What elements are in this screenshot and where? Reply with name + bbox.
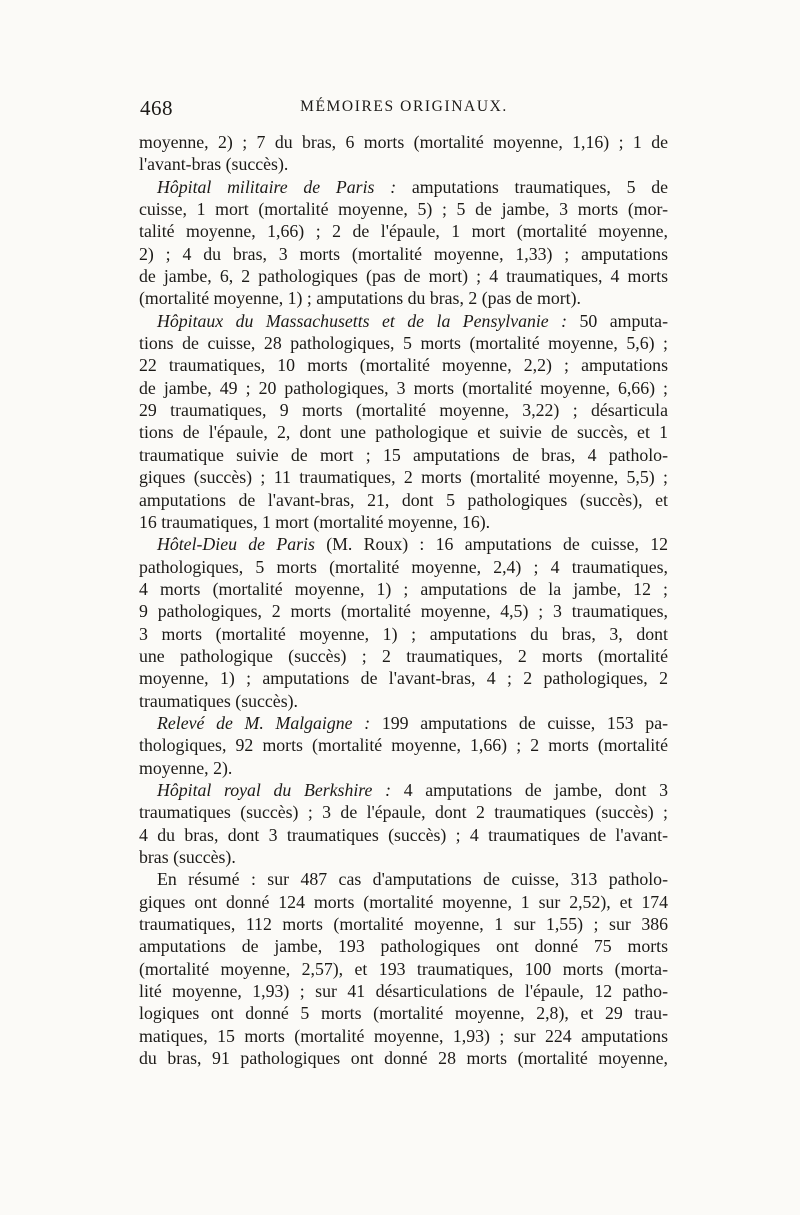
line-text: cuisse, 1 mort (mortalité moyenne, 5) ; 5 de jambe, 3 morts (mor- [139, 199, 668, 220]
text-line [139, 287, 668, 309]
text-line [139, 556, 668, 578]
text-line [139, 868, 668, 890]
text-line [139, 332, 668, 354]
text-line [139, 220, 668, 242]
hospital-name: Hôpital royal du Berkshire : [157, 779, 392, 800]
text-line [139, 198, 668, 220]
text-line [139, 801, 668, 823]
line-text: moyenne, 1) ; amputations de l'avant-bras, 4 ; 2 pathologiques, 2 [139, 668, 668, 689]
line-text: tions de l'épaule, 2, dont une pathologique et suivie de succès, et 1 [139, 422, 668, 443]
hospital-name: Hôpitaux du Massachusetts et de la Pensylvanie : [157, 310, 568, 331]
line-text: 3 morts (mortalité moyenne, 1) ; amputations du bras, 3, dont [139, 623, 668, 644]
text-line [139, 824, 668, 846]
line-text: thologiques, 92 morts (mortalité moyenne, 1,66) ; 2 morts (mortalité [139, 735, 668, 756]
text-line [139, 600, 668, 622]
text-line [139, 444, 668, 466]
line-text: amputations de jambe, 193 pathologiques ont donné 75 morts [139, 936, 668, 957]
text-line [139, 243, 668, 265]
line-text: giques ont donné 124 morts (mortalité moyenne, 1 sur 2,52), et 174 [139, 891, 668, 912]
text-line [139, 757, 668, 779]
text-line [139, 377, 668, 399]
text-line [139, 690, 668, 712]
text-line [139, 421, 668, 443]
text-line [139, 489, 668, 511]
line-text: traumatiques (succès) ; 3 de l'épaule, dont 2 traumatiques (succès) ; [139, 802, 668, 823]
line-text: 16 traumatiques, 1 mort (mortalité moyenne, 16). [139, 511, 491, 532]
text-line [139, 399, 668, 421]
line-text: une pathologique (succès) ; 2 traumatiques, 2 morts (mortalité [139, 645, 668, 666]
line-text: En résumé : sur 487 cas d'amputations de cuisse, 313 patholo- [157, 869, 668, 890]
body-text [139, 131, 668, 1069]
line-text: amputations traumatiques, 5 de [396, 176, 668, 197]
running-head: MÉMOIRES ORIGINAUX. [300, 98, 508, 115]
line-text: tions de cuisse, 28 pathologiques, 5 morts (mortalité moyenne, 5,6) ; [139, 333, 668, 354]
line-text: (mortalité moyenne, 1) ; amputations du bras, 2 (pas de mort). [139, 288, 581, 309]
page-number: 468 [140, 96, 173, 120]
line-text: 199 amputations de cuisse, 153 pa- [370, 712, 669, 733]
line-text: moyenne, 2) ; 7 du bras, 6 morts (mortalité moyenne, 1,16) ; 1 de [139, 132, 668, 152]
line-text: 22 traumatiques, 10 morts (mortalité moyenne, 2,2) ; amputations [139, 355, 668, 376]
line-text: talité moyenne, 1,66) ; 2 de l'épaule, 1 mort (mortalité moyenne, [139, 221, 668, 242]
line-text: 4 du bras, dont 3 traumatiques (succès) ; 4 traumatiques de l'avant- [139, 824, 668, 845]
line-text: giques (succès) ; 11 traumatiques, 2 morts (mortalité moyenne, 5,5) ; [139, 467, 668, 488]
line-text: lité moyenne, 1,93) ; sur 41 désarticulations de l'épaule, 12 patho- [139, 981, 668, 1002]
text-line [139, 891, 668, 913]
text-line [139, 623, 668, 645]
line-text: amputations de l'avant-bras, 21, dont 5 pathologiques (succès), et [139, 489, 668, 510]
text-line [139, 153, 668, 175]
line-text: 9 pathologiques, 2 morts (mortalité moyenne, 4,5) ; 3 traumatiques, [139, 601, 668, 622]
line-text: bras (succès). [139, 847, 236, 867]
text-line [139, 935, 668, 957]
text-line [139, 667, 668, 689]
text-line [139, 1025, 668, 1047]
line-text: logiques ont donné 5 morts (mortalité moyenne, 2,8), et 29 trau- [139, 1003, 668, 1024]
line-text: traumatiques (succès). [139, 690, 298, 711]
text-line [139, 846, 668, 868]
line-text: 4 morts (mortalité moyenne, 1) ; amputations de la jambe, 12 ; [139, 578, 668, 599]
line-text: 4 amputations de jambe, dont 3 [391, 779, 668, 800]
text-line [139, 1002, 668, 1024]
text-line [139, 511, 668, 533]
hospital-name: Hôtel-Dieu de Paris [157, 534, 315, 555]
line-text: (mortalité moyenne, 2,57), et 193 traumatiques, 100 morts (morta- [139, 958, 668, 979]
text-line [139, 176, 668, 198]
line-text: l'avant-bras (succès). [139, 154, 289, 175]
line-text: de jambe, 6, 2 pathologiques (pas de mort) ; 4 traumatiques, 4 morts [139, 266, 668, 287]
line-text: traumatique suivie de mort ; 15 amputations de bras, 4 patholo- [139, 444, 668, 465]
text-line [139, 734, 668, 756]
text-line [139, 578, 668, 600]
text-line [139, 645, 668, 667]
text-line [139, 310, 668, 332]
text-line [139, 466, 668, 488]
text-line [139, 131, 668, 153]
text-line [139, 533, 668, 555]
text-line [139, 958, 668, 980]
text-line [139, 712, 668, 734]
line-text: pathologiques, 5 morts (mortalité moyenne, 2,4) ; 4 traumatiques, [139, 556, 668, 577]
page-header [140, 96, 668, 126]
text-line [139, 913, 668, 935]
line-text: 50 amputa- [567, 310, 668, 331]
line-text: du bras, 91 pathologiques ont donné 28 morts (mortalité moyenne, [139, 1048, 668, 1069]
line-text: 2) ; 4 du bras, 3 morts (mortalité moyenne, 1,33) ; amputations [139, 243, 668, 264]
line-text: (M. Roux) : 16 amputations de cuisse, 12 [314, 534, 669, 555]
text-line [139, 1047, 668, 1069]
text-line [139, 779, 668, 801]
line-text: de jambe, 49 ; 20 pathologiques, 3 morts (mortalité moyenne, 6,66) ; [139, 377, 668, 398]
hospital-name: Relevé de M. Malgaigne : [157, 712, 371, 733]
text-line [139, 980, 668, 1002]
hospital-name: Hôpital militaire de Paris : [157, 176, 397, 197]
text-line [139, 354, 668, 376]
line-text: moyenne, 2). [139, 757, 233, 778]
line-text: traumatiques, 112 morts (mortalité moyenne, 1 sur 1,55) ; sur 386 [139, 914, 668, 935]
line-text: matiques, 15 morts (mortalité moyenne, 1,93) ; sur 224 amputations [139, 1025, 668, 1046]
line-text: 29 traumatiques, 9 morts (mortalité moyenne, 3,22) ; désarticula [139, 400, 668, 421]
text-line [139, 265, 668, 287]
